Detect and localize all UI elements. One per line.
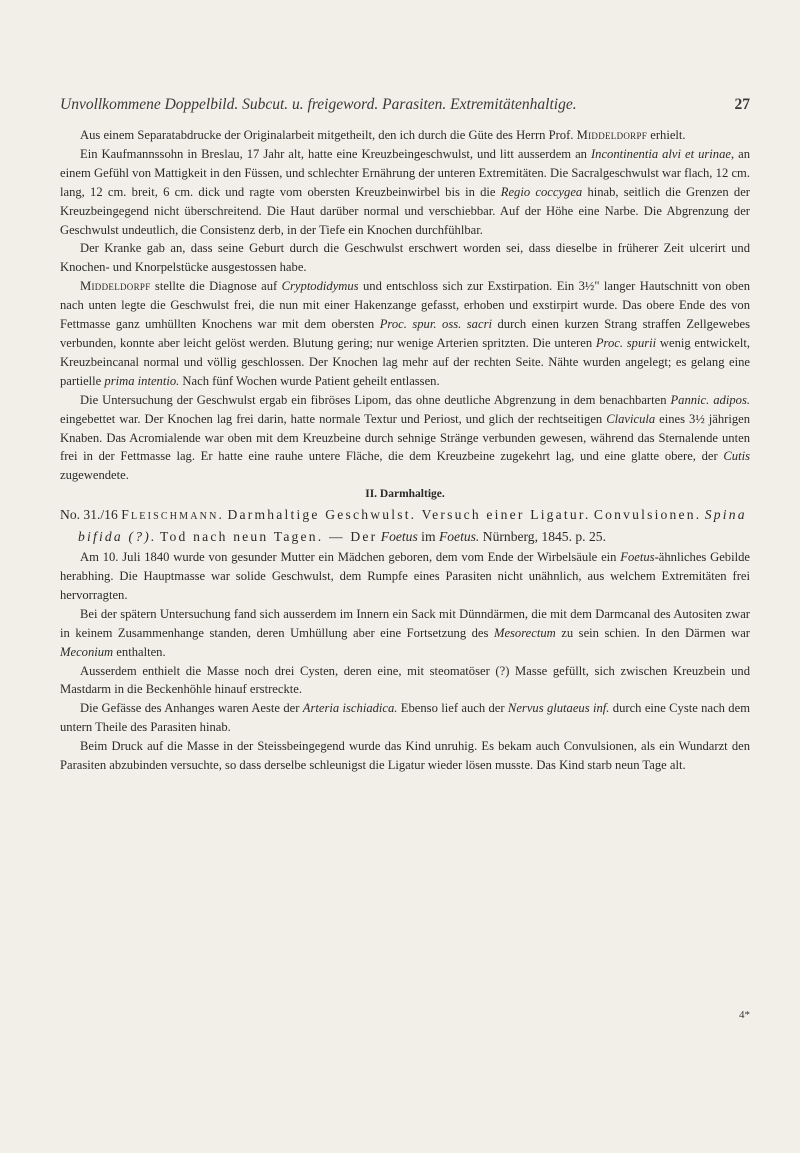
latin-term: Proc. spurii (595, 335, 657, 350)
latin-term: Cutis (723, 449, 750, 464)
latin-term: prima intentio. (104, 373, 180, 388)
paragraph: Die Untersuchung der Geschwulst ergab ein fibröses Lipom, das ohne deutliche Abgrenzung in dem benachbarten Pannic. adipos. eingebettet war. Der Knochen lag frei darin, hatte normale Textur und Periost, und glich der rechtseitigen Clavicula eines 3½ jährigen Knaben. Das Acromialende war oben mit dem Kreuzbeine durch sehnige Stränge verbunden gewesen, während das Sternalende unten frei in der Fettmasse lag. Er hatte eine rauhe untere Fläche, die dem Kreuzbeine zugekehrt lag, und eine glatte obere, der Cutis zugewendete. (60, 392, 751, 483)
author-name: Middeldorpf (80, 279, 151, 294)
latin-term: Incontinentia alvi et urinae (590, 146, 731, 161)
paragraph: Bei der spätern Untersuchung fand sich ausserdem im Innern ein Sack mit Dünndärmen, die mit dem Darmcanal des Autositen zwar in keinem Zusammenhange standen, deren Umhüllung aber eine Fortsetzung des Mesorectum zu sein schien. In den Därmen war Meconium enthalten. (60, 606, 750, 659)
latin-term: Clavicula (606, 411, 656, 426)
paragraph: Aus einem Separatabdrucke der Originalarbeit mitgetheilt, den ich durch die Güte des Herrn Prof. Middeldorpf erhielt. (80, 128, 686, 142)
latin-term: Nervus glutaeus inf. (507, 701, 610, 716)
latin-term: Foetus (620, 550, 655, 565)
paragraph: Beim Druck auf die Masse in der Steissbeingegend wurde das Kind unruhig. Es bekam auch Convulsionen, als ein Wundarzt den Parasiten abzubinden versuchte, so dass derselbe schleunigst die Ligatur wieder lösen musste. Das Kind starb neun Tage alt. (60, 739, 750, 773)
paragraph: Middeldorpf stellte die Diagnose auf Cryptodidymus und entschloss sich zur Exstirpation. Ein 3½" langer Hautschnitt von oben nach unten legte die Geschwulst frei, die nun mit einer Hakenzange gefasst, erhoben und exstirpirt wurde. Das obere Ende des von Fettmasse ganz umhüllten Knochens war mit dem obersten Proc. spur. oss. sacri durch einen kurzen Strang straffen Zellgewebes verbunden, konnte aber leicht gelöst werden. Blutung gering; nur wenige Arterien spritzten. Die unteren Proc. spurii wenig entwickelt, Kreuzbeincanal normal und völlig geschlossen. Der Knochen lag mehr auf der rechten Seite. Nähte wurden angelegt; es gelang eine partielle prima intentio. Nach fünf Wochen wurde Patient geheilt entlassen. (60, 279, 750, 388)
section-heading: II. Darmhaltige. (365, 488, 445, 501)
paragraph: Ein Kaufmannssohn in Breslau, 17 Jahr alt, hatte eine Kreuzbeingeschwulst, und litt ausserdem an Incontinentia alvi et urinae, an einem Gefühl von Mattigkeit in den Füssen, und schlechter Ernährung der unteren Extremitäten. Die Sacralgeschwulst war flach, 12 cm. lang, 12 cm. breit, 6 cm. dick und ragte vom obersten Kreuzbeinwirbel bis in die Regio coccygea hinab, seitlich die Grenzen der Kreuzbeingegend nicht überschreitend. Die Haut darüber normal und verschiebbar. Auf der Höhe eine Narbe. Die Abgrenzung der Geschwulst undeutlich, die Consistenz derb, in der Tiefe ein Knochen durchfühlbar. (60, 146, 751, 237)
running-title: Unvollkommene Doppelbild. Subcut. u. freigeword. Parasiten. Extremitätenhaltige. (60, 96, 577, 113)
paragraph: Der Kranke gab an, dass seine Geburt durch die Geschwulst erschwert worden sei, dass dieselbe in früherer Zeit ulcerirt und Knochen- und Knorpelstücke ausgestossen habe. (60, 241, 750, 275)
paragraph: Ausserdem enthielt die Masse noch drei Cysten, deren eine, mit steomatöser (?) Masse gefüllt, sich zwischen Kreuzbein und Mastdarm in die Beckenhöhle hinauf erstreckte. (60, 663, 750, 697)
paragraph: Am 10. Juli 1840 wurde von gesunder Mutter ein Mädchen geboren, dem vom Ende der Wirbelsäule ein Foetus-ähnliches Gebilde herabhing. Die Hauptmasse war solide Geschwulst, dem Rumpfe eines Parasiten nicht unähnlich, aus welchem Extremitäten frei hervorragten. (60, 550, 750, 602)
case-number: No. 31./16 (60, 507, 118, 523)
running-header (60, 96, 750, 114)
page-number: 27 (734, 96, 750, 113)
case-author: Fleischmann. (121, 507, 225, 523)
paragraph: Die Gefässe des Anhanges waren Aeste der Arteria ischiadica. Ebenso lief auch der Nervus glutaeus inf. durch eine Cyste nach dem untern Theile des Parasiten hinab. (60, 701, 750, 735)
latin-term: Regio coccygea (500, 184, 583, 199)
latin-term: Arteria ischiadica. (302, 701, 398, 716)
case-title: No. 31./16 Fleischmann. Darmhaltige Geschwulst. Versuch einer Ligatur. Convulsionen. Spina bifida (?). Tod nach neun Tagen. — Der Foetus im Foetus. Nürnberg, 1845. p. 25. (60, 507, 747, 545)
latin-term: Mesorectum (493, 625, 556, 640)
author-name: Middeldorpf (576, 128, 648, 142)
latin-term: Pannic. adipos. (670, 392, 750, 407)
signature-mark: 4* (739, 1009, 750, 1021)
body-text (60, 126, 750, 775)
latin-term: Proc. spur. oss. sacri (379, 317, 492, 332)
latin-term: Cryptodidymus (281, 279, 359, 294)
latin-term: Meconium (60, 644, 114, 659)
